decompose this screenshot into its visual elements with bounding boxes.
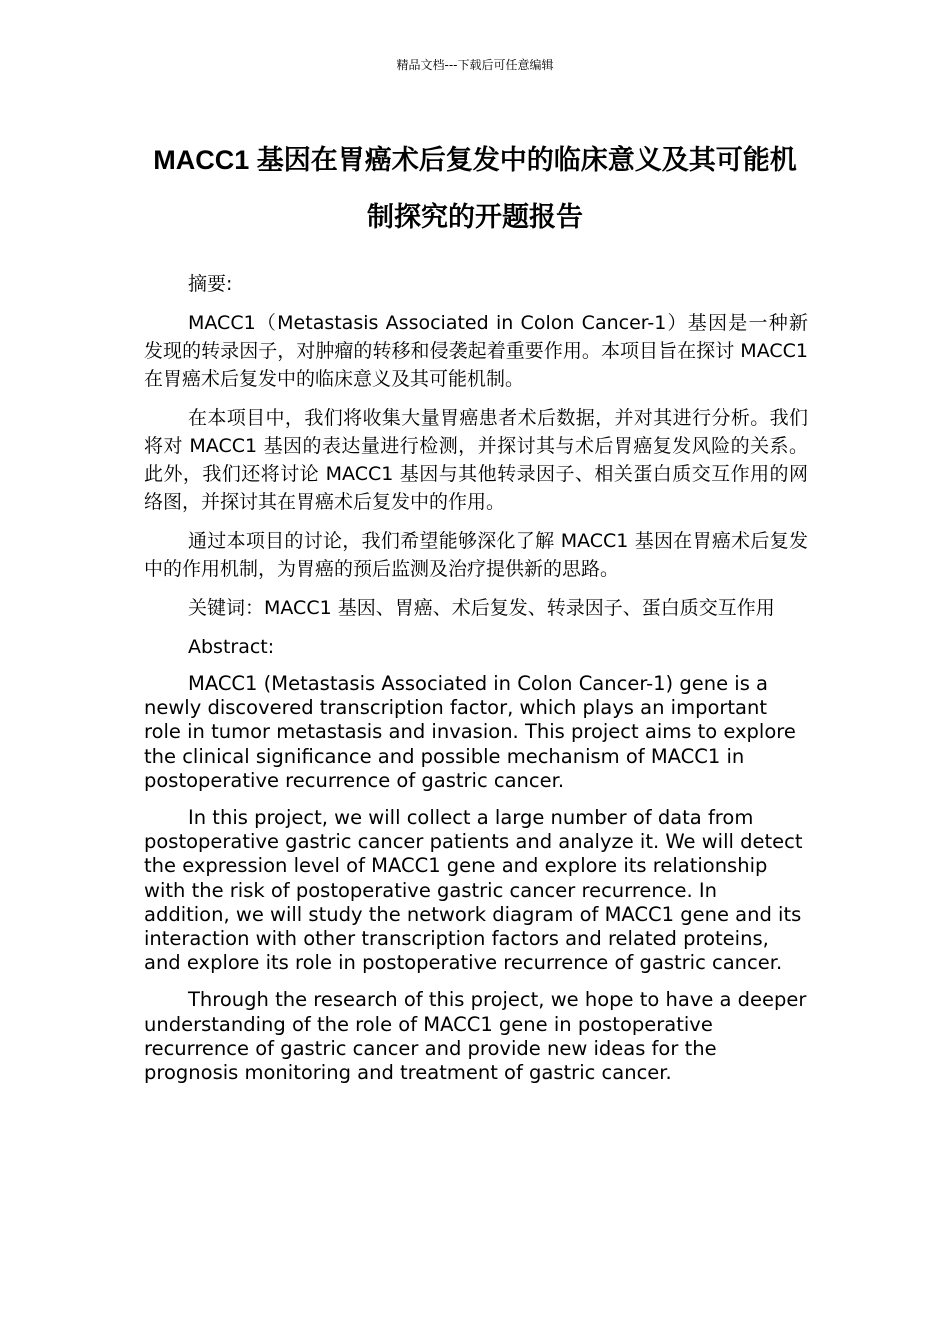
zh-paragraph: MACC1（Metastasis Associated in Colon Cancer-1）基因是一种新发现的转录因子，对肿瘤的转移和侵袭起着重要作用。本项目旨在探讨 MACC1 在胃癌术后复发中的临床意义及其可能机制。 (144, 312, 808, 390)
header-note: 精品文档---下载后可任意编辑 (396, 58, 554, 72)
en-abstract-label: Abstract: (188, 636, 275, 658)
document-title: MACC1 基因在胃癌术后复发中的临床意义及其可能机制探究的开题报告 (153, 145, 797, 232)
zh-abstract-label: 摘要: (188, 273, 233, 295)
en-paragraph: MACC1 (Metastasis Associated in Colon Cancer-1) gene is a newly discovered transcription factor, which plays an important role in tumor metastasis and invasion. This project aims to explore the clinical significance and possible mechanism of MACC1 in postoperative recurrence of gastric cancer. (144, 672, 796, 792)
zh-paragraph: 在本项目中，我们将收集大量胃癌患者术后数据，并对其进行分析。我们将对 MACC1 基因的表达量进行检测，并探讨其与术后胃癌复发风险的关系。此外，我们还将讨论 MACC1 基因与其他转录因子、相关蛋白质交互作用的网络图，并探讨其在胃癌术后复发中的作用。 (144, 407, 808, 513)
en-paragraph: In this project, we will collect a large number of data from postoperative gastric cancer patients and analyze it. We will detect the expression level of MACC1 gene and explore its relationship with the risk of postoperative gastric cancer recurrence. In addition, we will study the network diagram of MACC1 gene and its interaction with other transcription factors and related proteins, and explore its role in postoperative recurrence of gastric cancer. (144, 806, 803, 975)
zh-paragraph: 通过本项目的讨论，我们希望能够深化了解 MACC1 基因在胃癌术后复发中的作用机制，为胃癌的预后监测及治疗提供新的思路。 (144, 530, 808, 580)
document-body (144, 270, 808, 1098)
keywords: 关键词：MACC1 基因、胃癌、术后复发、转录因子、蛋白质交互作用 (188, 597, 775, 619)
en-paragraph: Through the research of this project, we hope to have a deeper understanding of the role of MACC1 gene in postoperative recurrence of gastric cancer and provide new ideas for the prognosis monitoring and treatment of gastric cancer. (144, 988, 807, 1085)
